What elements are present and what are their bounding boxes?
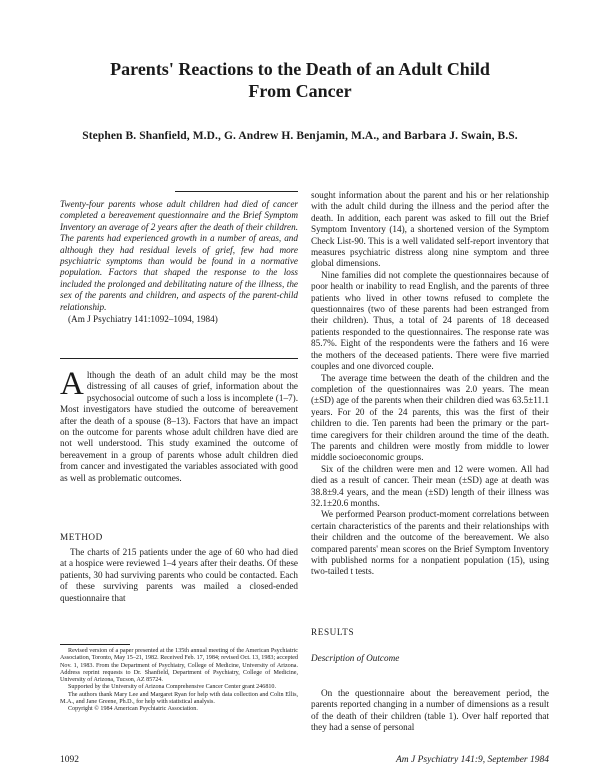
abstract-bottom-rule <box>60 358 298 359</box>
col2-paragraph-1: sought information about the parent and his or her relationship with the adult child during the illness and the period after the death. In addition, each parent was asked to fill out the Brief Symptom Inventory (14), a shortened version of the Symptom Check List-90. This is a well validated self-report inventory that measures psychiatric distress along nine symptom and three global dimensions. <box>311 190 549 269</box>
footnote-copyright: Copyright © 1984 American Psychiatric Association. <box>68 706 198 713</box>
intro-text: lthough the death of an adult child may be the most distressing of all causes of grief, information about the psychosocial outcome of such a loss is incomplete (1–7). Most investigators have studied the outcome of bereavement after the death of a spouse (8–13). Factors that have an impact on the outcome for parents whose adult children have died are not well understood. This study examined the outcome of bereavement in a group of parents whose adult children died from cancer and investigated the variables associated with good as well as problematic outcomes. <box>60 370 298 483</box>
author-list: Stephen B. Shanfield, M.D., G. Andrew H. Benjamin, M.A., and Barbara J. Swain, B.S. <box>82 130 518 142</box>
results-heading: RESULTS <box>311 627 355 637</box>
footnote-thanks: The authors thank Mary Lee and Margaret Ryan for help with data collection and Colin Ellis, M.A., and Jane Greene, Ph.D., for help with statistical analysis. <box>60 691 298 706</box>
col2-paragraph-2: Nine families did not complete the questionnaires because of poor health or inability to read English, and the parents of three patients who lived in other towns refused to complete the questionnaires (two of these parents had been estranged from their children). Thus, a total of 24 parents of 18 deceased patients responded to the questionnaires. The response rate was 85.7%. Eight of the respondents were the fathers and 16 were the mothers of the deceased patients. There were five married couples and one divorced couple. <box>311 269 549 372</box>
col2-paragraph-4: Six of the children were men and 12 were women. All had died as a result of cancer. Their mean (±SD) age at death was 38.8±9.4 years, and the mean (±SD) length of their illness was 32.1±20.6 months. <box>311 463 549 508</box>
title-line-2: From Cancer <box>248 81 352 101</box>
footnote-received: Revised version of a paper presented at the 135th annual meeting of the American Psychiatric Association, Toronto, May 15–21, 1982. Received Feb. 17, 1984; revised Oct. 13, 1983; accepted Nov. 1, 1983. From the Department of Psychiatry, College of Medicine, University of Arizona. Address reprint requests to Dr. Shanfield, Department of Psychiatry, College of Medicine, University of Arizona, Tucson, AZ 85724. <box>60 648 298 684</box>
outcome-subheading: Description of Outcome <box>311 653 400 663</box>
introduction <box>60 366 298 484</box>
method-text: The charts of 215 patients under the age of 60 who had died at a hospice were reviewed 1–4 years after their deaths. Of these patients, 30 had surviving parents who could be contacted. Each of these surviving parents was mailed a closed-ended questionnaire that <box>60 547 298 603</box>
col2-paragraph-5: We performed Pearson product-moment correlations between certain characteristics of the parents and their relationships with their children and the outcome of the bereavement. We also compared parents' mean scores on the Brief Symptom Inventory with published norms for a nonpatient population (15), using two-tailed t tests. <box>311 509 549 577</box>
footnote-support: Supported by the University of Arizona Comprehensive Cancer Center grant 246810. <box>68 684 276 691</box>
footnotes <box>60 648 298 714</box>
article-title <box>60 58 540 102</box>
method-heading: METHOD <box>60 532 103 542</box>
title-line-1: Parents' Reactions to the Death of an Adult Child <box>110 59 490 79</box>
col2-paragraph-3: The average time between the death of the children and the completion of the questionnaires was 2.0 years. The mean (±SD) age of the parents when their children died was 63.5±11.1 years. For 20 of the 24 parents, this was the first of their children to die. Ten parents had been the primary or the part-time caregivers for their children around the time of the death. The parents and children were mostly from middle to lower middle socioeconomic groups. <box>311 372 549 463</box>
abstract-citation: (Am J Psychiatry 141:1092–1094, 1984) <box>68 314 218 325</box>
results-section <box>311 688 549 734</box>
intro-paragraph <box>60 366 298 484</box>
right-column <box>311 190 549 578</box>
page-number: 1092 <box>60 755 79 765</box>
footnote-rule <box>60 644 130 645</box>
abstract <box>60 199 298 325</box>
drop-cap: A <box>60 366 84 402</box>
method-section <box>60 547 298 604</box>
abstract-top-rule <box>175 191 298 192</box>
results-paragraph-1: On the questionnaire about the bereavement period, the parents reported changing in a number of dimensions as a result of the death of their children (table 1). Over half reported that they had a sense of personal <box>311 688 549 733</box>
abstract-text: Twenty-four parents whose adult children had died of cancer completed a bereavement questionnaire and the Brief Symptom Inventory an average of 2 years after the death of their children. The parents had experienced growth in a number of areas, and although they had residual levels of grief, few had more psychiatric symptoms than would be found in a normative population. Factors that shaped the response to the loss included the prolonged and debilitating nature of the illness, the sex of the parents and children, and aspects of the parent-child relationship. <box>60 199 298 312</box>
journal-citation: Am J Psychiatry 141:9, September 1984 <box>395 755 549 765</box>
